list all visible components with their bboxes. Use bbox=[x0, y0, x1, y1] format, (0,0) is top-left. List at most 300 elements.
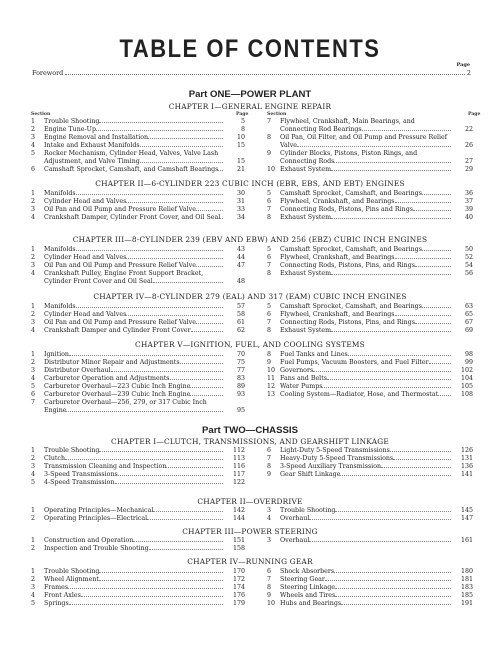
dot-leader bbox=[415, 266, 451, 267]
page-number: 69 bbox=[464, 327, 473, 334]
dot-leader bbox=[297, 146, 451, 147]
section-title: Connecting Rods, Pistons, Pins, and Rings bbox=[280, 262, 415, 269]
toc-entry[interactable] bbox=[267, 515, 473, 523]
section-title: Trouble Shooting bbox=[280, 507, 336, 514]
section-number: 1 bbox=[31, 118, 36, 125]
dot-leader bbox=[438, 395, 451, 396]
toc-column-left bbox=[31, 190, 245, 222]
page-number: 27 bbox=[464, 158, 473, 165]
dot-leader bbox=[395, 202, 451, 203]
section-number: 11 bbox=[267, 375, 276, 382]
toc-entry[interactable] bbox=[267, 270, 473, 278]
section-title: Distributor Minor Repair and Adjustments bbox=[44, 359, 180, 366]
dot-leader bbox=[322, 387, 451, 388]
section-title: Front Axles bbox=[44, 592, 81, 599]
section-title: Carburetor Overhaul—223 Cubic Inch Engine bbox=[44, 383, 191, 390]
dot-leader bbox=[191, 331, 223, 332]
page-number: 180 bbox=[460, 568, 473, 575]
section-title: 3-Speed Transmissions bbox=[44, 471, 118, 478]
toc-entry[interactable] bbox=[267, 198, 473, 206]
section-title: Cylinder Head and Valves bbox=[44, 311, 127, 318]
section-number: 7 bbox=[267, 576, 272, 583]
toc-entry[interactable] bbox=[267, 214, 473, 222]
toc-entry[interactable] bbox=[31, 545, 245, 553]
page-number: 21 bbox=[236, 166, 245, 173]
section-number: 2 bbox=[31, 359, 36, 366]
section-title: Crankshaft Pulley, Engine Front Support Bracket, Cylinder Front Cover and Oil Seal bbox=[44, 270, 204, 285]
dot-leader bbox=[334, 162, 451, 163]
chapter-heading: CHAPTER II—6-CYLINDER 223 CUBIC INCH (EBR, EBS, AND EBT) ENGINES bbox=[95, 179, 405, 188]
page-number: 191 bbox=[460, 600, 473, 607]
section-number: 3 bbox=[31, 206, 36, 213]
section-title: Exhaust System bbox=[280, 327, 332, 334]
toc-column-left bbox=[31, 507, 245, 523]
foreword-entry[interactable] bbox=[32, 69, 471, 77]
dot-leader bbox=[422, 194, 451, 195]
section-title: Carburetor Operation and Adjustments bbox=[44, 375, 170, 382]
toc-column-left bbox=[31, 447, 245, 487]
toc-entry[interactable] bbox=[31, 327, 245, 335]
toc-column-left bbox=[31, 351, 245, 415]
toc-column-left bbox=[31, 303, 245, 335]
section-number: 3 bbox=[267, 507, 272, 514]
toc-entry[interactable] bbox=[267, 190, 473, 198]
page-number: 99 bbox=[464, 359, 473, 366]
page-number: 33 bbox=[236, 206, 245, 213]
dot-leader bbox=[393, 459, 451, 460]
toc-entry[interactable] bbox=[267, 351, 473, 359]
section-title: Trouble Shooting bbox=[44, 568, 100, 575]
dot-leader bbox=[309, 519, 451, 520]
section-title: Water Pumps bbox=[280, 383, 323, 390]
dot-leader bbox=[99, 122, 223, 123]
toc-entry[interactable] bbox=[31, 367, 245, 375]
dot-leader bbox=[149, 549, 223, 550]
toc-column-left bbox=[31, 537, 245, 553]
toc-entry[interactable] bbox=[267, 471, 473, 479]
toc-entry[interactable] bbox=[267, 246, 473, 254]
page-number: 15 bbox=[236, 142, 245, 149]
section-number: 1 bbox=[31, 246, 36, 253]
page-number: 112 bbox=[232, 447, 245, 454]
section-title: Rocker Mechanism, Cylinder Head, Valves, Valve Lash Adjustment, and Valve Timing bbox=[44, 150, 219, 165]
section-title: Camshaft Sprocket, Camshaft, and Bearings bbox=[280, 190, 422, 197]
dot-leader bbox=[348, 355, 451, 356]
dot-leader bbox=[76, 250, 223, 251]
section-title: Operating Principles—Mechanical bbox=[44, 507, 154, 514]
section-title: Engine Removal and Installation bbox=[44, 134, 149, 141]
page-number: 126 bbox=[460, 447, 473, 454]
chapter-heading: CHAPTER III—8-CYLINDER 239 (EBV AND EBW) AND 256 (EBZ) CUBIC INCH ENGINES bbox=[72, 235, 428, 244]
dot-leader bbox=[395, 258, 451, 259]
page-number: 179 bbox=[232, 600, 245, 607]
toc-entry[interactable] bbox=[31, 303, 245, 311]
section-number: 5 bbox=[31, 150, 36, 157]
dot-leader bbox=[99, 572, 223, 573]
section-column-header: Section bbox=[31, 112, 51, 117]
toc-entry[interactable] bbox=[267, 118, 473, 134]
section-title: Fuel Pumps, Vacuum Boosters, and Fuel Filter bbox=[280, 359, 429, 366]
page-number: 29 bbox=[464, 166, 473, 173]
toc-entry[interactable] bbox=[31, 375, 245, 383]
page-number: 62 bbox=[236, 327, 245, 334]
section-number: 5 bbox=[31, 479, 36, 486]
page-number: 136 bbox=[460, 463, 473, 470]
dot-leader bbox=[190, 395, 223, 396]
section-number: 2 bbox=[31, 311, 36, 318]
toc-entry[interactable] bbox=[31, 592, 245, 600]
toc-entry[interactable] bbox=[267, 584, 473, 592]
toc-entry[interactable] bbox=[31, 206, 245, 214]
toc-column-right bbox=[267, 303, 473, 335]
page-number: 142 bbox=[232, 507, 245, 514]
part-heading: Part ONE—POWER PLANT bbox=[188, 89, 312, 100]
dot-leader bbox=[126, 202, 223, 203]
section-title: Carburetor Overhaul—239 Cubic Inch Engine bbox=[44, 391, 191, 398]
toc-entry[interactable] bbox=[31, 270, 245, 286]
section-number: 2 bbox=[31, 515, 36, 522]
toc-entry[interactable] bbox=[31, 214, 245, 222]
toc-column-right bbox=[267, 447, 473, 479]
toc-entry[interactable] bbox=[31, 311, 245, 319]
page-number: 151 bbox=[232, 537, 245, 544]
section-title: 4-Speed Transmission bbox=[44, 479, 115, 486]
toc-entry[interactable] bbox=[31, 383, 245, 391]
page-number: 98 bbox=[464, 351, 473, 358]
dot-leader bbox=[99, 580, 223, 581]
toc-entry[interactable] bbox=[31, 447, 245, 455]
section-number: 4 bbox=[31, 327, 36, 334]
section-title: Frames bbox=[44, 584, 69, 591]
toc-entry[interactable] bbox=[267, 206, 473, 214]
section-number: 12 bbox=[267, 383, 276, 390]
section-title: Crankshaft Damper and Cylinder Front Cover bbox=[44, 327, 191, 334]
toc-entry[interactable] bbox=[31, 600, 245, 608]
section-title: Exhaust System bbox=[280, 270, 332, 277]
section-title: Oil Pan, Oil Filter, and Oil Pump and Pressure Relief Valve bbox=[280, 134, 448, 149]
section-number: 10 bbox=[267, 367, 276, 374]
section-title: Ignition bbox=[44, 351, 69, 358]
section-number: 4 bbox=[31, 471, 36, 478]
toc-entry[interactable] bbox=[31, 507, 245, 515]
section-number: 2 bbox=[31, 126, 36, 133]
section-number: 5 bbox=[267, 303, 272, 310]
section-title: Transmission Cleaning and Inspection bbox=[44, 463, 167, 470]
dot-leader bbox=[340, 475, 451, 476]
dot-leader bbox=[331, 218, 451, 219]
dot-leader bbox=[362, 130, 451, 131]
section-number: 2 bbox=[31, 545, 36, 552]
page-number: 40 bbox=[464, 214, 473, 221]
section-number: 1 bbox=[31, 507, 36, 514]
section-title: Overhaul bbox=[280, 537, 310, 544]
toc-entry[interactable] bbox=[267, 262, 473, 270]
chapter-heading: CHAPTER I—CLUTCH, TRANSMISSIONS, AND GEARSHIFT LINKAGE bbox=[111, 437, 389, 446]
dot-leader bbox=[65, 74, 465, 75]
toc-entry[interactable] bbox=[267, 311, 473, 319]
section-title: Operating Principles—Electrical bbox=[44, 515, 148, 522]
page-number: 10 bbox=[236, 134, 245, 141]
toc-entry[interactable] bbox=[31, 568, 245, 576]
toc-entry[interactable] bbox=[31, 198, 245, 206]
section-number: 3 bbox=[31, 584, 36, 591]
section-title: Steering Gear bbox=[280, 576, 325, 583]
section-number: 7 bbox=[267, 118, 272, 125]
toc-entry[interactable] bbox=[31, 246, 245, 254]
toc-entry[interactable] bbox=[31, 118, 245, 126]
section-number: 2 bbox=[31, 576, 36, 583]
dot-leader bbox=[331, 331, 451, 332]
toc-entry[interactable] bbox=[31, 584, 245, 592]
page-number: 89 bbox=[236, 383, 245, 390]
toc-column-left bbox=[31, 568, 245, 608]
section-number: 8 bbox=[267, 214, 272, 221]
section-number: 9 bbox=[267, 592, 272, 599]
dot-leader bbox=[126, 315, 223, 316]
dot-leader bbox=[126, 258, 223, 259]
section-number: 3 bbox=[31, 463, 36, 470]
section-number: 5 bbox=[31, 383, 36, 390]
toc-entry[interactable] bbox=[31, 391, 245, 399]
toc-entry[interactable] bbox=[31, 455, 245, 463]
section-number: 6 bbox=[267, 254, 272, 261]
foreword-label: Foreword bbox=[32, 69, 64, 77]
page-number: 144 bbox=[232, 515, 245, 522]
toc-entry[interactable] bbox=[267, 359, 473, 367]
dot-leader bbox=[96, 130, 223, 131]
section-title: Flywheel, Crankshaft, and Bearings bbox=[280, 198, 395, 205]
page-number: 183 bbox=[460, 584, 473, 591]
dot-leader bbox=[313, 371, 451, 372]
page-number: 158 bbox=[232, 545, 245, 552]
page-number: 65 bbox=[464, 311, 473, 318]
toc-column-right bbox=[267, 537, 473, 545]
page-number: 117 bbox=[232, 471, 245, 478]
section-number: 3 bbox=[31, 367, 36, 374]
toc-entry[interactable] bbox=[31, 463, 245, 471]
page-column-header-left: Page bbox=[236, 112, 249, 117]
toc-entry[interactable] bbox=[267, 150, 473, 166]
toc-entry[interactable] bbox=[31, 479, 245, 487]
dot-leader bbox=[153, 282, 223, 283]
section-title: Camshaft Sprocket, Camshaft, and Bearings bbox=[280, 303, 422, 310]
toc-entry[interactable] bbox=[267, 166, 473, 174]
dot-leader bbox=[395, 315, 451, 316]
dot-leader bbox=[180, 363, 223, 364]
section-number: 4 bbox=[31, 214, 36, 221]
chapter-heading: CHAPTER II—OVERDRIVE bbox=[197, 497, 303, 506]
section-number: 1 bbox=[31, 351, 36, 358]
section-number: 4 bbox=[31, 270, 36, 277]
page-number: 83 bbox=[236, 375, 245, 382]
section-number: 2 bbox=[31, 455, 36, 462]
section-title: 3-Speed Auxiliary Transmission bbox=[280, 463, 382, 470]
section-number: 8 bbox=[267, 584, 272, 591]
section-number: 8 bbox=[267, 351, 272, 358]
section-title: Engine Tune-Up bbox=[44, 126, 96, 133]
section-title: Flywheel, Crankshaft, Main Bearings, and Connecting Rod Bearings bbox=[280, 118, 415, 133]
section-title: Intake and Exhaust Manifolds bbox=[44, 142, 140, 149]
page-number: 131 bbox=[460, 455, 473, 462]
toc-entry[interactable] bbox=[31, 471, 245, 479]
section-title: Fuel Tanks and Lines bbox=[280, 351, 348, 358]
chapter-heading: CHAPTER V—IGNITION, FUEL, AND COOLING SYSTEMS bbox=[135, 340, 365, 349]
toc-entry[interactable] bbox=[267, 367, 473, 375]
toc-entry[interactable] bbox=[31, 319, 245, 327]
page-number: 44 bbox=[236, 254, 245, 261]
page-number: 39 bbox=[464, 206, 473, 213]
toc-entry[interactable] bbox=[31, 166, 245, 174]
section-number: 4 bbox=[267, 515, 272, 522]
section-number: 1 bbox=[31, 447, 36, 454]
toc-column-right bbox=[267, 246, 473, 278]
section-number: 7 bbox=[267, 206, 272, 213]
section-number: 5 bbox=[267, 190, 272, 197]
toc-entry[interactable] bbox=[267, 507, 473, 515]
page-number: 174 bbox=[232, 584, 245, 591]
page-title: TABLE OF CONTENTS bbox=[119, 34, 381, 63]
toc-entry[interactable] bbox=[31, 359, 245, 367]
section-title: Oil Pan and Oil Pump and Pressure Relief Valve bbox=[44, 262, 196, 269]
dot-leader bbox=[415, 323, 451, 324]
page-number: 113 bbox=[232, 455, 245, 462]
toc-entry[interactable] bbox=[31, 150, 245, 166]
page-number: 37 bbox=[464, 198, 473, 205]
section-title: Governors bbox=[280, 367, 314, 374]
toc-entry[interactable] bbox=[31, 576, 245, 584]
section-title: Construction and Operation bbox=[44, 537, 134, 544]
toc-column-right bbox=[267, 351, 473, 399]
section-title: Flywheel, Crankshaft, and Bearings bbox=[280, 254, 395, 261]
dot-leader bbox=[196, 210, 223, 211]
dot-leader bbox=[153, 511, 223, 512]
dot-leader bbox=[196, 323, 223, 324]
chapter-heading: CHAPTER IV—RUNNING GEAR bbox=[187, 557, 313, 566]
section-number: 8 bbox=[267, 463, 272, 470]
dot-leader bbox=[390, 451, 451, 452]
section-number: 13 bbox=[267, 391, 276, 398]
toc-entry[interactable] bbox=[31, 254, 245, 262]
dot-leader bbox=[190, 387, 223, 388]
dot-leader bbox=[170, 379, 223, 380]
toc-entry[interactable] bbox=[267, 134, 473, 150]
dot-leader bbox=[413, 210, 451, 211]
section-number: 5 bbox=[31, 600, 36, 607]
toc-column-right bbox=[267, 507, 473, 523]
section-title: Shock Absorbers bbox=[280, 568, 335, 575]
dot-leader bbox=[69, 604, 223, 605]
toc-entry[interactable] bbox=[267, 383, 473, 391]
toc-entry[interactable] bbox=[267, 600, 473, 608]
section-title: Light-Duty 5-Speed Transmissions bbox=[280, 447, 390, 454]
toc-entry[interactable] bbox=[31, 142, 245, 150]
section-number: 6 bbox=[267, 447, 272, 454]
page-number: 102 bbox=[460, 367, 473, 374]
toc-entry[interactable] bbox=[267, 576, 473, 584]
chapter-heading: CHAPTER IV—8-CYLINDER 279 (EAL) AND 317 (EAM) CUBIC INCH ENGINES bbox=[93, 292, 407, 301]
section-title: Cooling System—Radiator, Hose, and Thermostat bbox=[280, 391, 439, 398]
section-number: 5 bbox=[267, 246, 272, 253]
page-number: 172 bbox=[232, 576, 245, 583]
page-number: 54 bbox=[464, 262, 473, 269]
dot-leader bbox=[140, 162, 223, 163]
section-title: Crankshaft Damper, Cylinder Front Cover, and Oil Seal bbox=[44, 214, 221, 221]
toc-entry[interactable] bbox=[267, 303, 473, 311]
toc-entry[interactable] bbox=[267, 455, 473, 463]
dot-leader bbox=[68, 588, 223, 589]
page-number: 15 bbox=[236, 158, 245, 165]
section-number: 8 bbox=[267, 134, 272, 141]
toc-entry[interactable] bbox=[267, 375, 473, 383]
dot-leader bbox=[335, 511, 451, 512]
page-number: 56 bbox=[464, 270, 473, 277]
section-number: 6 bbox=[31, 166, 36, 173]
section-title: Oil Pan and Oil Pump and Pressure Relief Valve bbox=[44, 319, 196, 326]
toc-entry[interactable] bbox=[31, 515, 245, 523]
dot-leader bbox=[331, 274, 451, 275]
toc-entry[interactable] bbox=[267, 592, 473, 600]
toc-entry[interactable] bbox=[267, 447, 473, 455]
toc-entry[interactable] bbox=[31, 537, 245, 545]
section-title: Springs bbox=[44, 600, 69, 607]
section-title: Cylinder Blocks, Pistons, Piston Rings, and Connecting Rods bbox=[280, 150, 418, 165]
section-title: Carburetor Overhaul—256, 279, or 317 Cubic Inch Engine bbox=[44, 399, 207, 414]
dot-leader bbox=[76, 307, 223, 308]
page-number: 50 bbox=[464, 246, 473, 253]
page-number: 122 bbox=[232, 479, 245, 486]
section-number: 10 bbox=[267, 600, 276, 607]
section-title: Connecting Rods, Pistons, Pins, and Rings bbox=[280, 319, 415, 326]
page-number: 47 bbox=[236, 262, 245, 269]
page-number: 63 bbox=[464, 303, 473, 310]
section-number: 6 bbox=[267, 198, 272, 205]
section-title: Distributor Overhaul bbox=[44, 367, 111, 374]
toc-entry[interactable] bbox=[31, 126, 245, 134]
section-title: Clutch bbox=[44, 455, 65, 462]
toc-entry[interactable] bbox=[31, 399, 245, 415]
toc-entry[interactable] bbox=[267, 391, 473, 399]
toc-entry[interactable] bbox=[31, 190, 245, 198]
toc-entry[interactable] bbox=[31, 351, 245, 359]
toc-entry[interactable] bbox=[31, 134, 245, 142]
page-number: 181 bbox=[460, 576, 473, 583]
section-number: 7 bbox=[267, 262, 272, 269]
toc-entry[interactable] bbox=[267, 327, 473, 335]
foreword-page: 2 bbox=[466, 69, 471, 77]
section-title: Connecting Rods, Pistons, Pins and Rings bbox=[280, 206, 413, 213]
toc-entry[interactable] bbox=[267, 254, 473, 262]
toc-column-right bbox=[267, 190, 473, 222]
dot-leader bbox=[196, 266, 223, 267]
toc-entry[interactable] bbox=[267, 463, 473, 471]
page-number: 34 bbox=[236, 214, 245, 221]
toc-entry[interactable] bbox=[267, 537, 473, 545]
toc-entry[interactable] bbox=[31, 262, 245, 270]
section-number: 6 bbox=[31, 391, 36, 398]
toc-entry[interactable] bbox=[267, 319, 473, 327]
section-title: Hubs and Bearings bbox=[280, 600, 342, 607]
dot-leader bbox=[65, 459, 223, 460]
dot-leader bbox=[66, 411, 223, 412]
page-number: 170 bbox=[232, 568, 245, 575]
section-number: 4 bbox=[31, 375, 36, 382]
toc-entry[interactable] bbox=[267, 568, 473, 576]
dot-leader bbox=[341, 604, 451, 605]
section-title: Oil Pan and Oil Pump and Pressure Relief Valve bbox=[44, 206, 196, 213]
section-number: 8 bbox=[267, 327, 272, 334]
page-number: 141 bbox=[460, 471, 473, 478]
section-title: Exhaust System bbox=[280, 166, 332, 173]
